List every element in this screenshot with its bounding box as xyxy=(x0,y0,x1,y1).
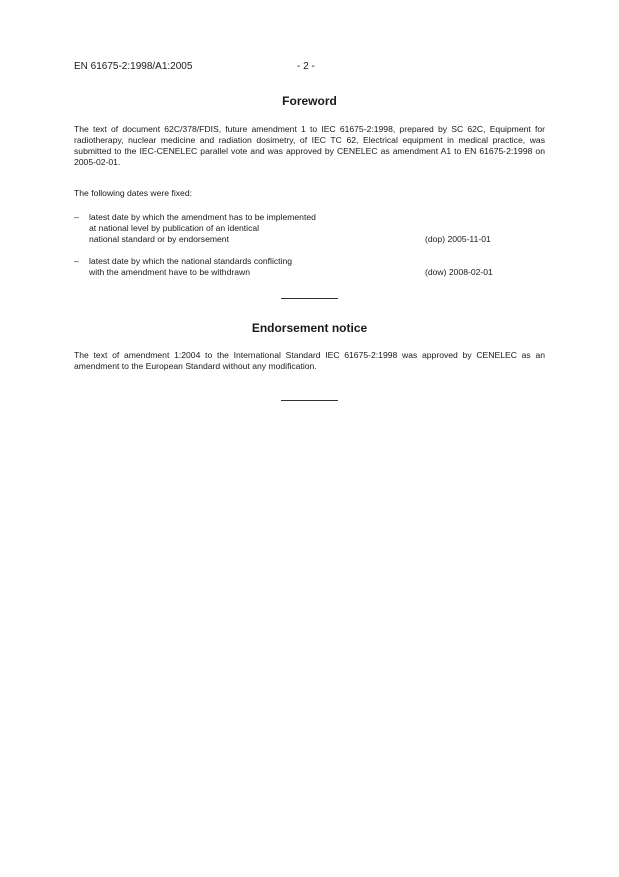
endorsement-paragraph: The text of amendment 1:2004 to the International Standard IEC 61675-2:1998 was approved by CENELEC as an amendment to the European Standard without any modification. xyxy=(74,350,545,371)
section-divider xyxy=(281,298,338,299)
date-value: (dop) 2005-11-01 xyxy=(425,234,491,244)
dates-intro: The following dates were fixed: xyxy=(74,188,192,198)
description-line: latest date by which the national standards conflicting xyxy=(89,256,293,266)
description-line: at national level by publication of an identical xyxy=(89,223,260,233)
date-item-description xyxy=(89,256,419,278)
description-line: national standard or by endorsement xyxy=(89,234,229,244)
description-line: with the amendment have to be withdrawn xyxy=(89,267,250,277)
date-item-dow xyxy=(74,256,545,278)
date-item-description xyxy=(89,212,419,245)
description-line: latest date by which the amendment has to be implemented xyxy=(89,212,316,222)
foreword-heading: Foreword xyxy=(282,94,337,108)
foreword-paragraph: The text of document 62C/378/FDIS, future amendment 1 to IEC 61675-2:1998, prepared by SC 62C, Equipment for radiotherapy, nuclear medicine and radiation dosimetry, of IEC TC 62, Electrical equipment in medical practice, was submitted to the IEC-CENELEC parallel vote and was approved by CENELEC as amendment A1 to EN 61675-2:1998 on 2005-02-01. xyxy=(74,124,545,167)
endorsement-heading: Endorsement notice xyxy=(251,321,368,335)
document-reference: EN 61675-2:1998/A1:2005 xyxy=(74,61,193,72)
bullet-dash: – xyxy=(74,256,79,266)
date-item-dop xyxy=(74,212,545,245)
section-divider xyxy=(281,400,338,401)
bullet-dash: – xyxy=(74,212,79,222)
page-number: - 2 - xyxy=(297,61,315,72)
date-value: (dow) 2008-02-01 xyxy=(425,267,493,277)
